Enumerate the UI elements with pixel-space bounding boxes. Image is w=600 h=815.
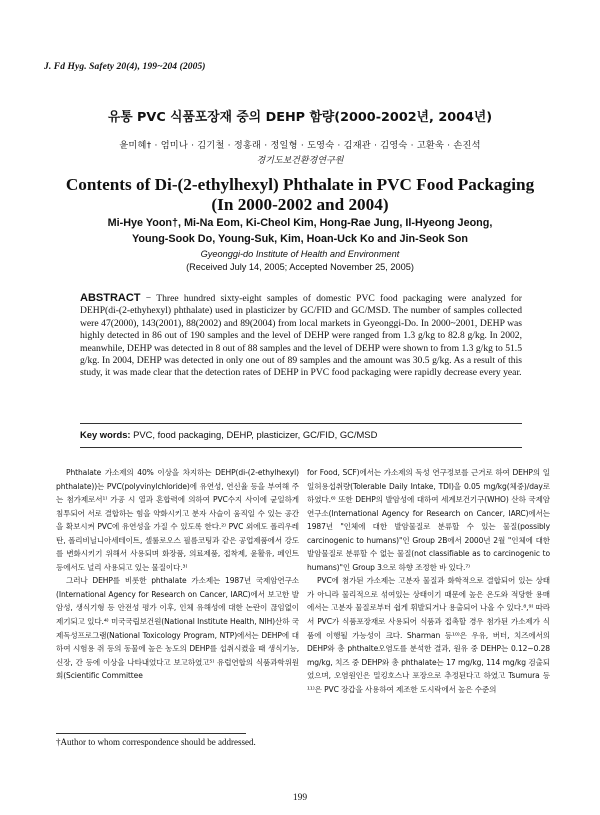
keywords-text: PVC, food packaging, DEHP, plasticizer, GC/FID, GC/MSD — [130, 429, 378, 440]
body-left-column — [56, 466, 299, 683]
keywords — [80, 429, 522, 440]
footnote: †Author to whom correspondence should be addressed. — [56, 737, 256, 747]
body-paragraph: for Food, SCF)에서는 가소제의 독성 연구정보를 근거로 하여 DEHP의 일일허용섭취량(Tolerable Daily Intake, TDI)을 0.05 mg/kg(체중)/day로 하였다.⁶⁾ 또한 DEHP의 발암성에 대하여 세계보건기구(WHO) 산하 국제암연구소(International Agency for Research on Cancer, IARC)에서는 1987년 "인체에 대한 발암물질로 분류할 수 있는 물질(possibly carcinogenic to humans)"인 Group 2B에서 2000년 2월 "인체에 대한 발암물질로 분류할 수 없는 물질(not classifiable as to carcinogenic to humans)"인 Group 3으로 하향 조정한 바 있다.⁷⁾ — [307, 468, 550, 572]
abstract — [80, 292, 522, 380]
keywords-divider — [80, 447, 522, 448]
english-title — [0, 175, 600, 215]
english-authors-line-1: Mi-Hye Yoon†, Mi-Na Eom, Ki-Cheol Kim, Hong-Rae Jung, Il-Hyeong Jeong, — [107, 217, 493, 229]
english-affiliation: Gyeonggi-do Institute of Health and Environment — [200, 249, 400, 259]
korean-title: 유통 PVC 식품포장재 중의 DEHP 함량(2000-2002년, 2004년) — [107, 110, 493, 125]
abstract-label: ABSTRACT — [80, 292, 141, 304]
page-number: 199 — [292, 793, 308, 803]
korean-authors: 윤미혜† · 엄미나 · 김기철 · 정홍래 · 정일형 · 도영숙 · 김재관 · 김영숙 · 고환욱 · 손진석 — [119, 140, 481, 151]
english-authors-line-2: Young-Sook Do, Young-Suk, Kim, Hoan-Uck Ko and Jin-Seok Son — [132, 232, 468, 245]
english-title-line-1: Contents of Di-(2-ethylhexyl) Phthalate in PVC Food Packaging — [65, 175, 535, 194]
journal-citation: J. Fd Hyg. Safety 20(4), 199~204 (2005) — [44, 62, 206, 72]
body-right-column — [307, 466, 550, 696]
body-paragraph: 그러나 DEHP를 비롯한 phthalate 가소제는 1987년 국제암연구소(International Agency for Research on Cancer, IARC)에서 보고한 발암성, 생식기형 등 안전성 평가 이후, 인체 유해성에 대한 논란이 끊임없이 제기되고 있다.⁴⁾ 미국국립보건원(National Institute Health, NIH)산하 국제독성프로그램(National Toxicology Program, NTP)에서는 DEHP에 대하여 시험용 쥐 등의 동물에 높은 농도의 DEHP를 섭취시켰을 때 생식기능, 신장, 간 등에 이상을 나타내었다고 보고하였고⁵⁾ 유럽연합의 식품과학위원회(Scientific Committee — [56, 576, 299, 681]
received-dates: (Received July 14, 2005; Accepted November 25, 2005) — [186, 262, 414, 272]
body-paragraph: Phthalate 가소제의 40% 이상을 차지하는 DEHP(di-(2-ethylhexyl) phthalate))는 PVC(polyvinylchloride)에 유연성, 연신율 등을 부여해 주는 첨가제로서¹⁾ 가공 시 열과 혼합력에 의하여 PVC수지 사이에 균일하게 침투되어 서로 결합하는 힘을 약화시키고 분자 사슬이 움직일 수 있는 공간을 확보시켜 PVC에 유연성을 가질 수 있도록 한다.²⁾ PVC 외에도 폴리우레탄, 폴리비닐니아세테이트, 셀룰로오스 필름코팅과 같은 공업제품에서 강도를 변화시키기 위해서 사용되며 화장품, 의료제품, 접착제, 윤활유, 페인트 등에서도 널리 사용되고 있는 물질이다.³⁾ — [56, 468, 299, 572]
body-paragraph: PVC에 첨가된 가소제는 고분자 물질과 화학적으로 결합되어 있는 상태가 아니라 물리적으로 섞여있는 상태이기 때문에 높은 온도와 적당한 용매에서는 고분자 물질로부터 쉽게 휘발되거나 용출되어 나올 수 있다.⁸,⁹⁾ 따라서 PVC가 식품포장재로 사용되어 식품과 접촉할 경우 첨가된 가소제가 식품에 이행될 가능성이 크다. Sharman 등¹⁰⁾은 우유, 버터, 치즈에서의 DEHP와 총 phthalte오염도를 분석한 결과, 원유 중 DEHP는 0.12~0.28 mg/kg, 치즈 중 DEHP와 총 phthalate는 17 mg/kg, 114 mg/kg 검출되었으며, 오염원인은 밀킹호스나 포장으로 추정된다고 하였고 Tsumura 등¹¹⁾은 PVC 장갑을 사용하여 제조한 도시락에서 높은 수준의 — [307, 576, 550, 694]
footnote-divider — [56, 733, 246, 734]
abstract-divider — [80, 423, 522, 424]
abstract-text: − Three hundred sixty-eight samples of domestic PVC food packaging were analyzed for DEHP(di-(2-ethyhexyl) phthalate) used in plasticizer by GC/FID and GC/MSD. The number of samples collected were 47(2000), 143(2001), 88(2002) and 89(2004) from local markets in Gyeonggi-Do. In 2000~2001, DEHP was highly detected in 86 out of 190 samples and the level of DEHP were ranged from 1.3 g/kg to 82.8 g/kg. In 2002, meanwhile, DEHP was detected in 8 out of 88 samples and the level of DEHP were shown to from 1.3 g/kg to 51.5 g/kg. In 2004, DEHP was detected in only one out of 89 samples and the amount was 30.5 g/kg. As a result of this study, it was made clear that the detection rates of DEHP in PVC food packaging were rapidly decrease every year. — [80, 293, 522, 379]
korean-affiliation: 경기도보건환경연구원 — [256, 156, 344, 166]
english-authors — [0, 216, 600, 247]
keywords-label: Key words: — [80, 429, 131, 440]
english-title-line-2: (In 2000-2002 and 2004) — [211, 195, 389, 214]
